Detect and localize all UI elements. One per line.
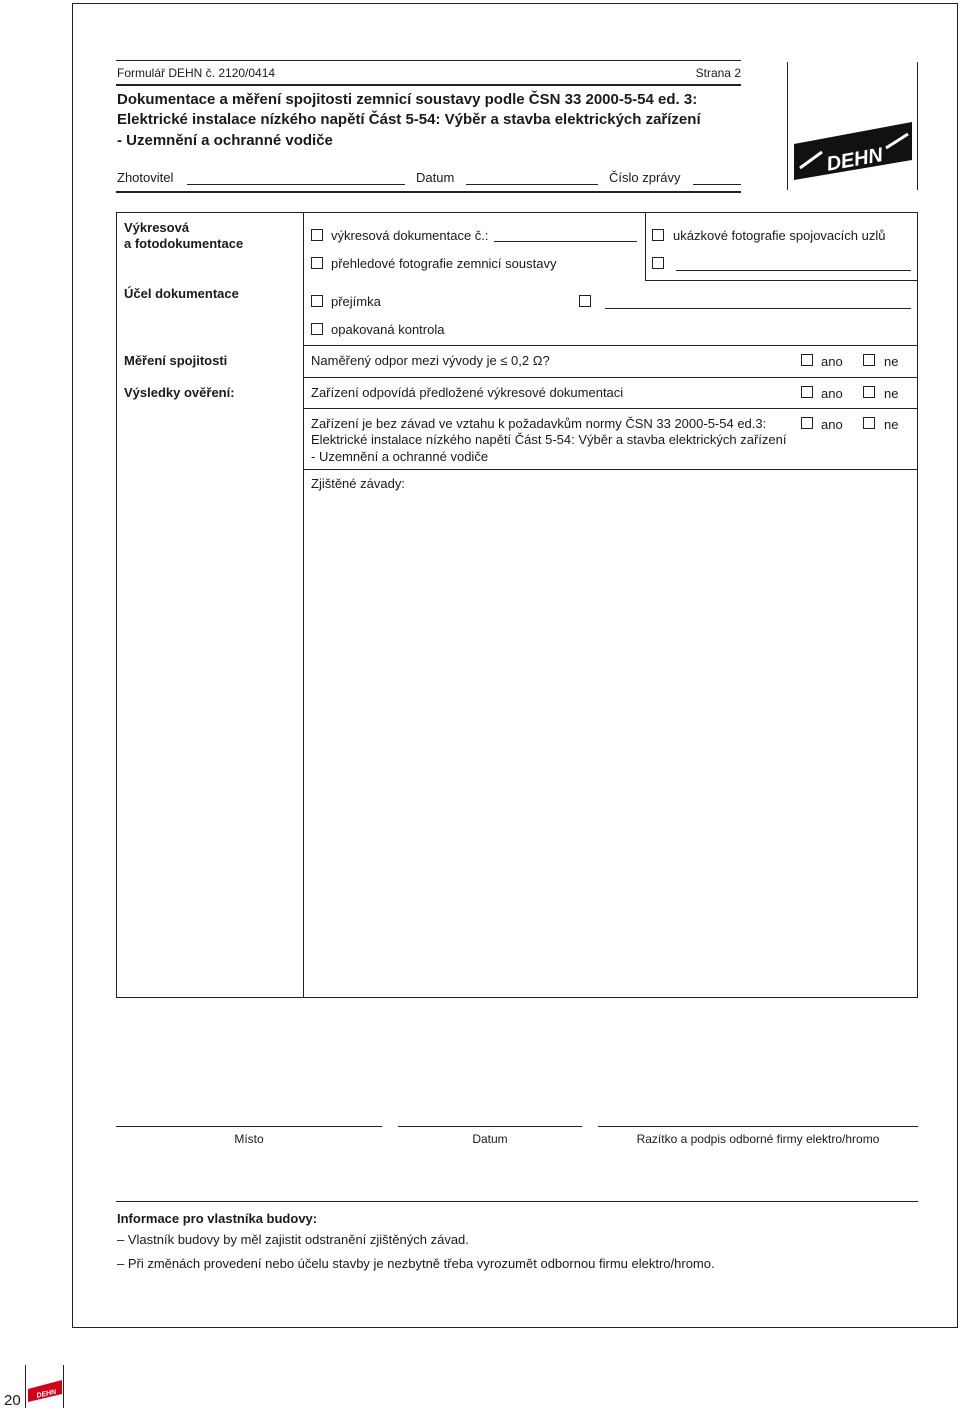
table-row-rule-1 bbox=[303, 345, 918, 346]
contractor-field[interactable] bbox=[187, 184, 405, 185]
form-title-line-2: Elektrické instalace nízkého napětí Část 5-54: Výběr a stavba elektrických zařízení bbox=[117, 111, 701, 128]
footer-logo-text: DEHN bbox=[35, 1388, 57, 1400]
drawing-doc-number-field[interactable] bbox=[494, 241, 637, 242]
footer-dehn-logo bbox=[28, 1380, 62, 1402]
result-2-no-label: ne bbox=[884, 417, 899, 432]
defects-textarea[interactable] bbox=[306, 494, 914, 994]
table-row-rule-4 bbox=[303, 469, 918, 470]
table-inner-divider bbox=[645, 212, 646, 280]
date-field[interactable] bbox=[466, 184, 598, 185]
measurement-yes-checkbox[interactable] bbox=[801, 354, 813, 366]
date-label: Datum bbox=[416, 170, 455, 185]
place-label: Místo bbox=[234, 1132, 264, 1146]
table-row-rule-2 bbox=[303, 377, 918, 378]
measurement-label: Měření spojitosti bbox=[124, 353, 228, 368]
defects-label: Zjištěné závady: bbox=[311, 476, 405, 491]
table-column-divider bbox=[303, 212, 304, 998]
form-number: Formulář DEHN č. 2120/0414 bbox=[117, 66, 276, 80]
report-number-field[interactable] bbox=[693, 184, 741, 185]
logo-right-rule bbox=[917, 62, 918, 190]
contractor-label: Zhotovitel bbox=[117, 170, 174, 185]
sample-photos-label: ukázkové fotografie spojovacích uzlů bbox=[673, 228, 886, 243]
measurement-no-checkbox[interactable] bbox=[863, 354, 875, 366]
stamp-signature-line[interactable] bbox=[598, 1126, 918, 1127]
acceptance-checkbox[interactable] bbox=[311, 295, 323, 307]
owner-info-item-2: – Při změnách provedení nebo účelu stavby je nezbytně třeba vyrozumět odbornou firmu elektro/hromo. bbox=[117, 1256, 715, 1271]
purpose-label: Účel dokumentace bbox=[124, 286, 239, 301]
result-2-yes-checkbox[interactable] bbox=[801, 417, 813, 429]
other-doc-field[interactable] bbox=[676, 270, 911, 271]
repeated-check-label: opakovaná kontrola bbox=[331, 322, 445, 337]
form-title-line-3: - Uzemnění a ochranné vodiče bbox=[117, 132, 333, 149]
acceptance-label: přejímka bbox=[331, 294, 381, 309]
owner-info-item-1: – Vlastník budovy by měl zajistit odstranění zjištěných závad. bbox=[117, 1232, 469, 1247]
repeated-check-checkbox[interactable] bbox=[311, 323, 323, 335]
result-1-no-checkbox[interactable] bbox=[863, 386, 875, 398]
results-label: Výsledky ověření: bbox=[124, 385, 235, 400]
signature-date-label: Datum bbox=[472, 1132, 508, 1146]
header-rule bbox=[116, 84, 741, 86]
other-doc-checkbox[interactable] bbox=[652, 257, 664, 269]
overview-photos-label: přehledové fotografie zemnicí soustavy bbox=[331, 256, 557, 271]
table-row-rule-3 bbox=[303, 408, 918, 409]
result-2-line-2: Elektrické instalace nízkého napětí Část 5-54: Výběr a stavba elektrických zařízení bbox=[311, 432, 787, 447]
other-purpose-checkbox[interactable] bbox=[579, 295, 591, 307]
table-inner-rule bbox=[645, 280, 918, 281]
logo-text: DEHN bbox=[824, 144, 885, 176]
page-number: 20 bbox=[4, 1392, 21, 1409]
measurement-question: Naměřený odpor mezi vývody je ≤ 0,2 Ω? bbox=[311, 353, 550, 368]
result-1-yes-checkbox[interactable] bbox=[801, 386, 813, 398]
result-2-line-1: Zařízení je bez závad ve vztahu k požadavkům normy ČSN 33 2000-5-54 ed.3: bbox=[311, 416, 767, 431]
page-label: Strana 2 bbox=[695, 66, 741, 80]
drawing-doc-label: výkresová dokumentace č.: bbox=[331, 228, 489, 243]
measurement-yes-label: ano bbox=[821, 354, 843, 369]
place-signature-line[interactable] bbox=[116, 1126, 382, 1127]
date-signature-line[interactable] bbox=[398, 1126, 582, 1127]
logo-left-rule bbox=[787, 62, 788, 190]
measurement-no-label: ne bbox=[884, 354, 899, 369]
drawing-doc-checkbox[interactable] bbox=[311, 229, 323, 241]
footer-rule-right bbox=[63, 1365, 64, 1408]
overview-photos-checkbox[interactable] bbox=[311, 257, 323, 269]
owner-info-heading: Informace pro vlastníka budovy: bbox=[117, 1211, 318, 1226]
report-number-label: Číslo zprávy bbox=[609, 170, 681, 185]
result-2-yes-label: ano bbox=[821, 417, 843, 432]
result-1-no-label: ne bbox=[884, 386, 899, 401]
sample-photos-checkbox[interactable] bbox=[652, 229, 664, 241]
header-top-rule bbox=[116, 60, 741, 61]
dehn-logo bbox=[794, 122, 914, 180]
header-bottom-rule bbox=[116, 191, 741, 193]
result-2-no-checkbox[interactable] bbox=[863, 417, 875, 429]
drawings-label-line-2: a fotodokumentace bbox=[124, 236, 244, 251]
result-1-text: Zařízení odpovídá předložené výkresové dokumentaci bbox=[311, 385, 624, 400]
footer-rule-left bbox=[25, 1365, 26, 1408]
result-2-line-3: - Uzemnění a ochranné vodiče bbox=[311, 449, 489, 464]
other-purpose-field[interactable] bbox=[605, 308, 911, 309]
drawings-label-line-1: Výkresová bbox=[124, 220, 190, 235]
owner-info-rule bbox=[116, 1201, 918, 1202]
result-1-yes-label: ano bbox=[821, 386, 843, 401]
form-title-line-1: Dokumentace a měření spojitosti zemnicí soustavy podle ČSN 33 2000-5-54 ed. 3: bbox=[117, 91, 698, 108]
stamp-label: Razítko a podpis odborné firmy elektro/hromo bbox=[636, 1132, 880, 1146]
